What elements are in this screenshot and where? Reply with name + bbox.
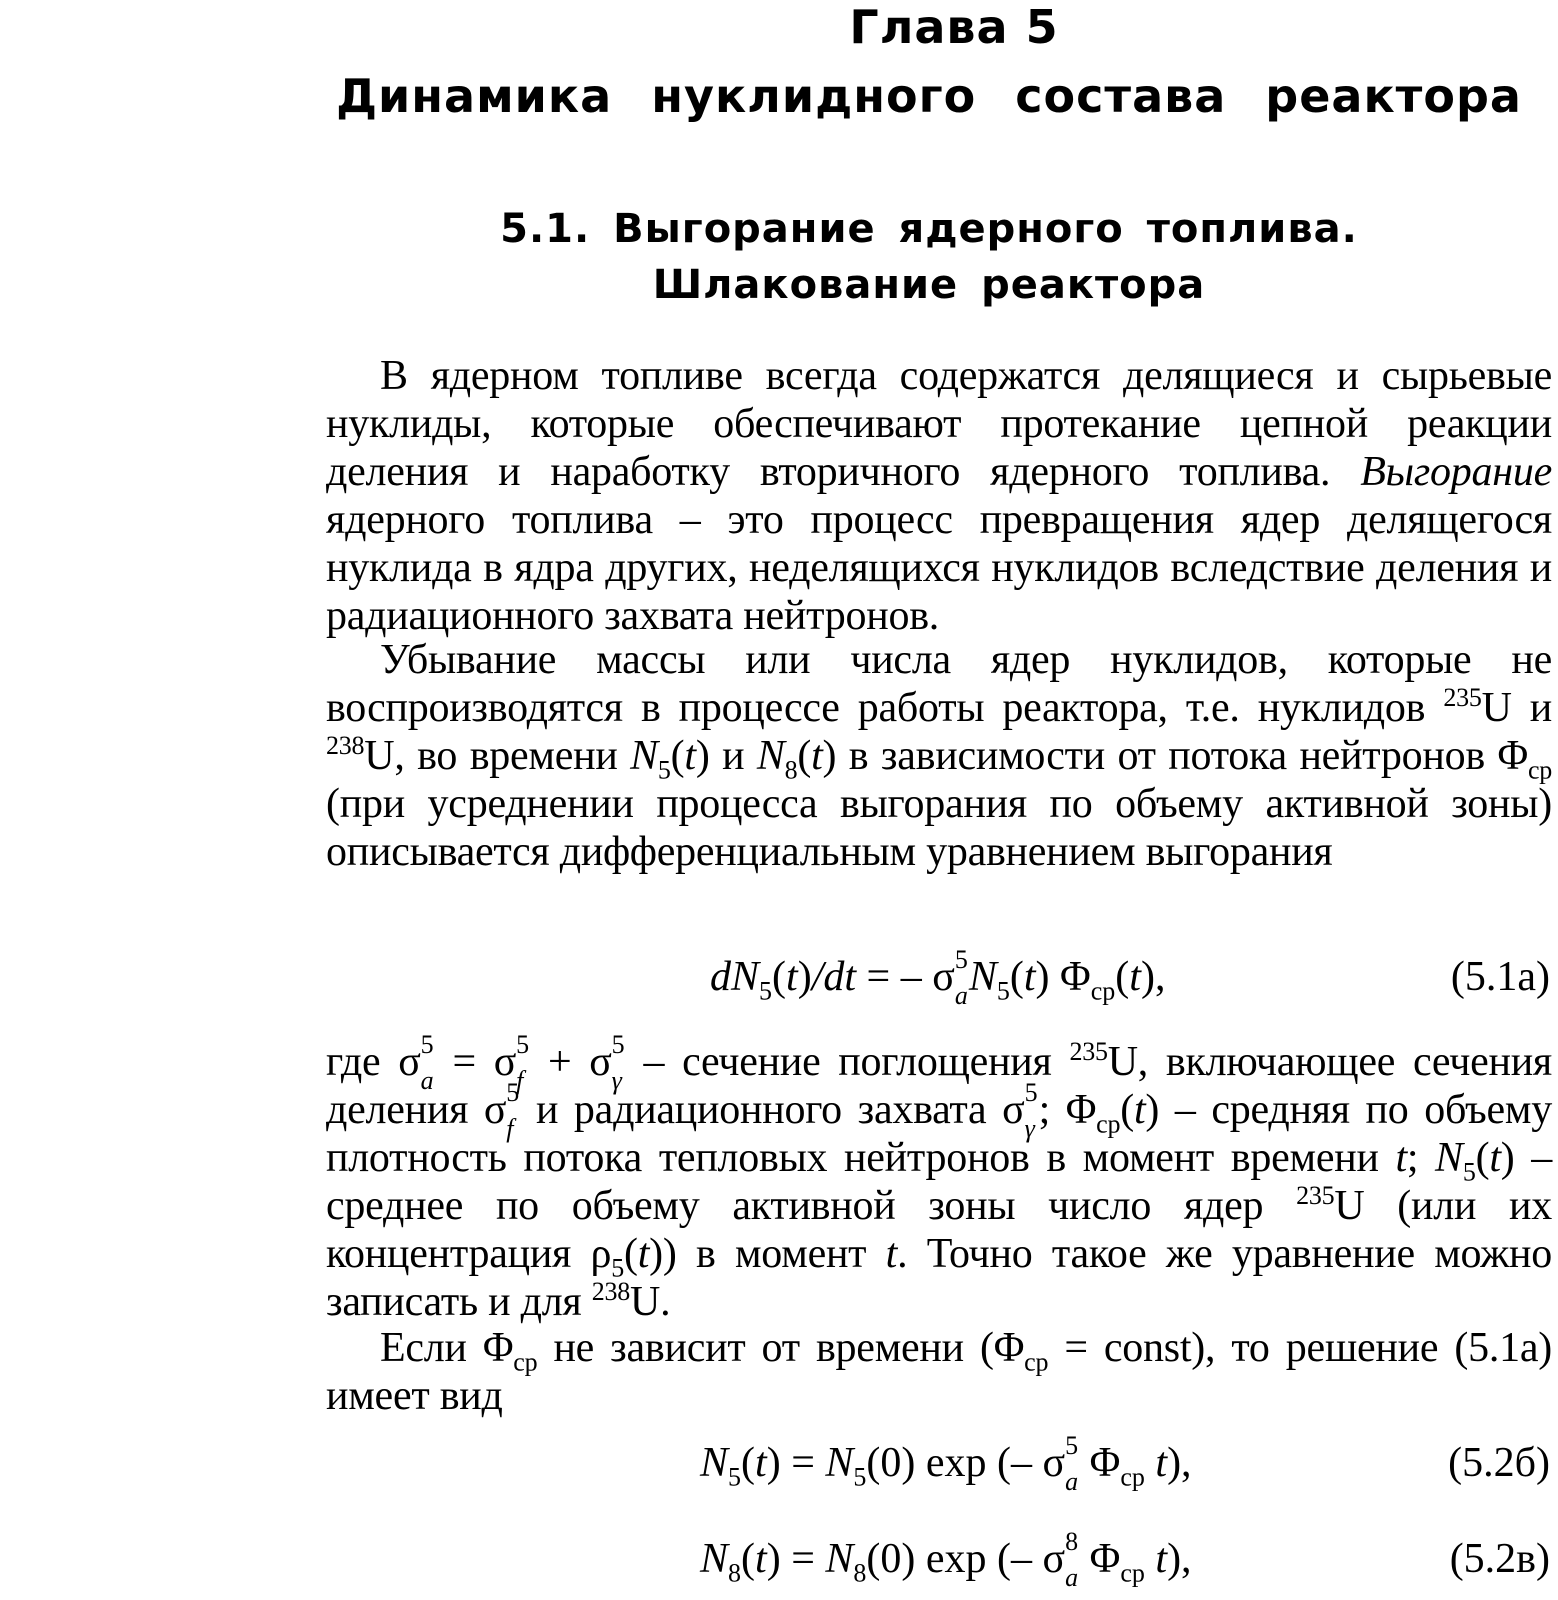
paragraph-burnup-definition: В ядерном топливе всегда содержатся делящиеся и сырьевые нуклиды, которые обеспечивают протекание цепной реакции деления и наработку вторичного ядерного топлива. Выгорание ядерного топлива – это процесс превращения ядер делящегося нуклида в ядра других, неделящихся нуклидов вследствие деления и радиационного захвата нейтронов. bbox=[326, 353, 1552, 639]
equation-number-5-2b: (5.2б) bbox=[1448, 1440, 1550, 1486]
section-title-line2: Шлакование реактора bbox=[652, 262, 1206, 308]
equation-5-1a: $dN_5(t)/dt$ = – σ 5 a $N_5(t)$ $\Phi_{ср}(t)$, bbox=[710, 945, 1166, 1010]
equation-number-5-1a: (5.1а) bbox=[1450, 954, 1550, 1000]
chapter-title: Динамика нуклидного состава реактора bbox=[336, 69, 1522, 123]
paragraph-cross-sections: где σ 5 a = σ 5 f + σ 5 γ – сечение поглощения $^{235}$U, включающее сечения деления σ 5 f и радиационного захвата σ 5 γ ; $\Phi_{ср}(t)$ – средняя по объему плотность потока тепловых нейтронов в момент времени t; $N_5(t)$ – среднее по объему активной зоны число ядер $^{235}$U (или их концентрация $\rho_5(t)$) в момент t. Точно такое же уравнение можно записать и для $^{238}$U. bbox=[326, 1030, 1552, 1325]
section-title-line1: 5.1. Выгорание ядерного топлива. bbox=[500, 206, 1358, 252]
equation-5-2b: $N_5(t) = N_5(0)$ exp (– σ 5 a $\Phi_{ср}$ t), bbox=[700, 1431, 1192, 1496]
chapter-heading: Глава 5 bbox=[849, 0, 1059, 54]
equation-5-2v: $N_8(t) = N_8(0)$ exp (– σ 8 a $\Phi_{ср}$ t), bbox=[700, 1527, 1192, 1592]
paragraph-decrease: Убывание массы или числа ядер нуклидов, которые не воспроизводятся в процессе работы реактора, т.е. нуклидов $^{235}$U и $^{238}$U, во времени $N_5(t)$ и $N_8(t)$ в зависимости от потока нейтронов $\Phi_{ср}$ (при усреднении процесса выгорания по объему активной зоны) описывается дифференциальным уравнением выгорания bbox=[326, 637, 1552, 875]
equation-number-5-2v: (5.2в) bbox=[1449, 1536, 1550, 1582]
term-burnup: Выгорание bbox=[1360, 449, 1552, 495]
paragraph-solution: Если $\Phi_{ср}$ не зависит от времени ($\Phi_{ср}$ = const), то решение (5.1а) имеет вид bbox=[326, 1325, 1552, 1419]
